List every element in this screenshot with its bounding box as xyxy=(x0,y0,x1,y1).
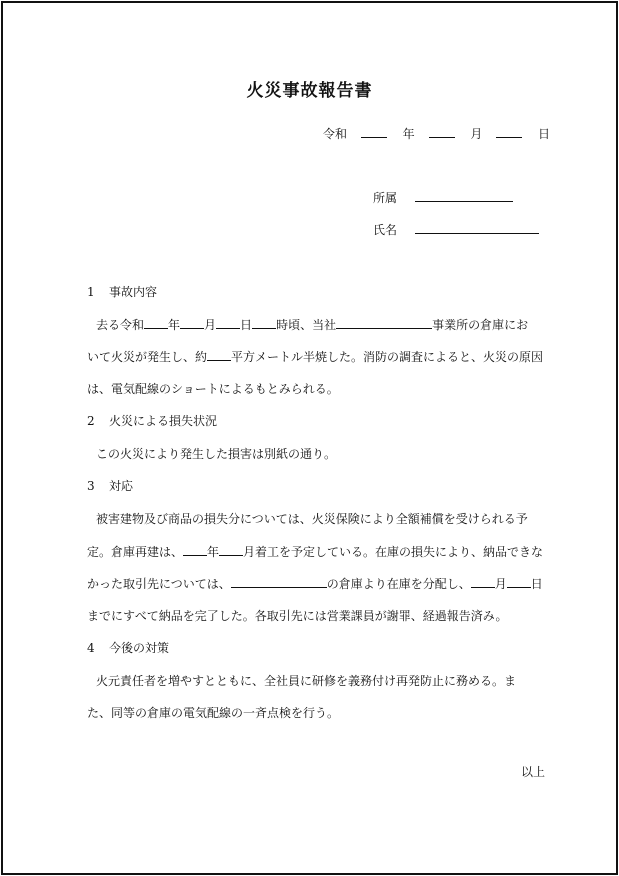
date-month-label: 月 xyxy=(470,127,483,141)
text: かった取引先については、 xyxy=(87,577,231,591)
section-4-title: 今後の対策 xyxy=(109,641,170,655)
blank[interactable] xyxy=(144,318,168,329)
name-field[interactable] xyxy=(415,223,539,234)
name-row xyxy=(373,221,539,238)
date-year-label: 年 xyxy=(402,127,415,141)
section-2-heading xyxy=(87,412,217,429)
text: いて火災が発生し、約 xyxy=(87,350,208,364)
section-3-line-3 xyxy=(87,575,543,592)
date-year-blank[interactable] xyxy=(361,127,387,138)
blank[interactable] xyxy=(336,318,432,329)
section-1-line-1 xyxy=(96,316,528,333)
section-3-line-4: までにすべて納品を完了した。各取引先には営業課員が謝罪、経過報告済み。 xyxy=(87,609,508,623)
blank[interactable] xyxy=(183,545,207,556)
blank[interactable] xyxy=(207,350,231,361)
section-4-heading xyxy=(87,639,169,656)
text: 月 xyxy=(494,577,507,591)
text: 平方メートル半焼した。消防の調査によると、火災の原因 xyxy=(231,350,544,364)
closing-mark: 以上 xyxy=(521,765,546,779)
affiliation-label: 所属 xyxy=(373,191,398,205)
blank[interactable] xyxy=(471,577,495,588)
name-label: 氏名 xyxy=(373,223,398,237)
section-2-number: 2 xyxy=(87,414,95,428)
section-4-number: 4 xyxy=(87,641,95,655)
section-3-line-2 xyxy=(87,543,543,560)
blank[interactable] xyxy=(507,577,531,588)
blank[interactable] xyxy=(216,318,240,329)
date-month-blank[interactable] xyxy=(429,127,455,138)
text: の倉庫より在庫を分配し、 xyxy=(326,577,471,591)
section-1-title: 事故内容 xyxy=(109,285,158,299)
text: 年 xyxy=(168,318,181,332)
blank[interactable] xyxy=(252,318,276,329)
section-2-title: 火災による損失状況 xyxy=(109,414,218,428)
section-3-title: 対応 xyxy=(109,479,134,493)
section-3-line-1: 被害建物及び商品の損失分については、火災保険により全額補償を受けられる予 xyxy=(96,512,528,526)
section-1-number: 1 xyxy=(87,285,95,299)
section-4-line-1: 火元責任者を増やすとともに、全社員に研修を義務付け再発防止に務める。ま xyxy=(96,674,517,688)
blank[interactable] xyxy=(231,577,327,588)
text: 月 xyxy=(204,318,217,332)
date-day-blank[interactable] xyxy=(496,127,522,138)
document-title: 火災事故報告書 xyxy=(246,81,373,101)
text: 月着工を予定している。在庫の損失により、納品できな xyxy=(243,545,544,559)
section-1-heading xyxy=(87,283,157,300)
text: 年 xyxy=(207,545,220,559)
text: 去る令和 xyxy=(96,318,145,332)
section-3-heading xyxy=(87,477,133,494)
text: 日 xyxy=(530,577,543,591)
section-4-line-2: た、同等の倉庫の電気配線の一斉点検を行う。 xyxy=(87,706,340,720)
text: 日 xyxy=(240,318,253,332)
text: 定。倉庫再建は、 xyxy=(87,545,184,559)
affiliation-row xyxy=(373,189,513,206)
section-2-line-1: この火災により発生した損害は別紙の通り。 xyxy=(96,447,337,461)
blank[interactable] xyxy=(219,545,243,556)
date-era: 令和 xyxy=(323,127,348,141)
text: 事業所の倉庫にお xyxy=(432,318,529,332)
section-1-line-3: は、電気配線のショートによるもとみられる。 xyxy=(87,382,339,396)
section-1-line-2 xyxy=(87,348,543,365)
affiliation-field[interactable] xyxy=(415,191,513,202)
blank[interactable] xyxy=(180,318,204,329)
report-page xyxy=(1,1,618,875)
date-day-label: 日 xyxy=(538,127,551,141)
section-3-number: 3 xyxy=(87,479,95,493)
date-line xyxy=(323,125,550,142)
text: 時頃、当社 xyxy=(276,318,337,332)
